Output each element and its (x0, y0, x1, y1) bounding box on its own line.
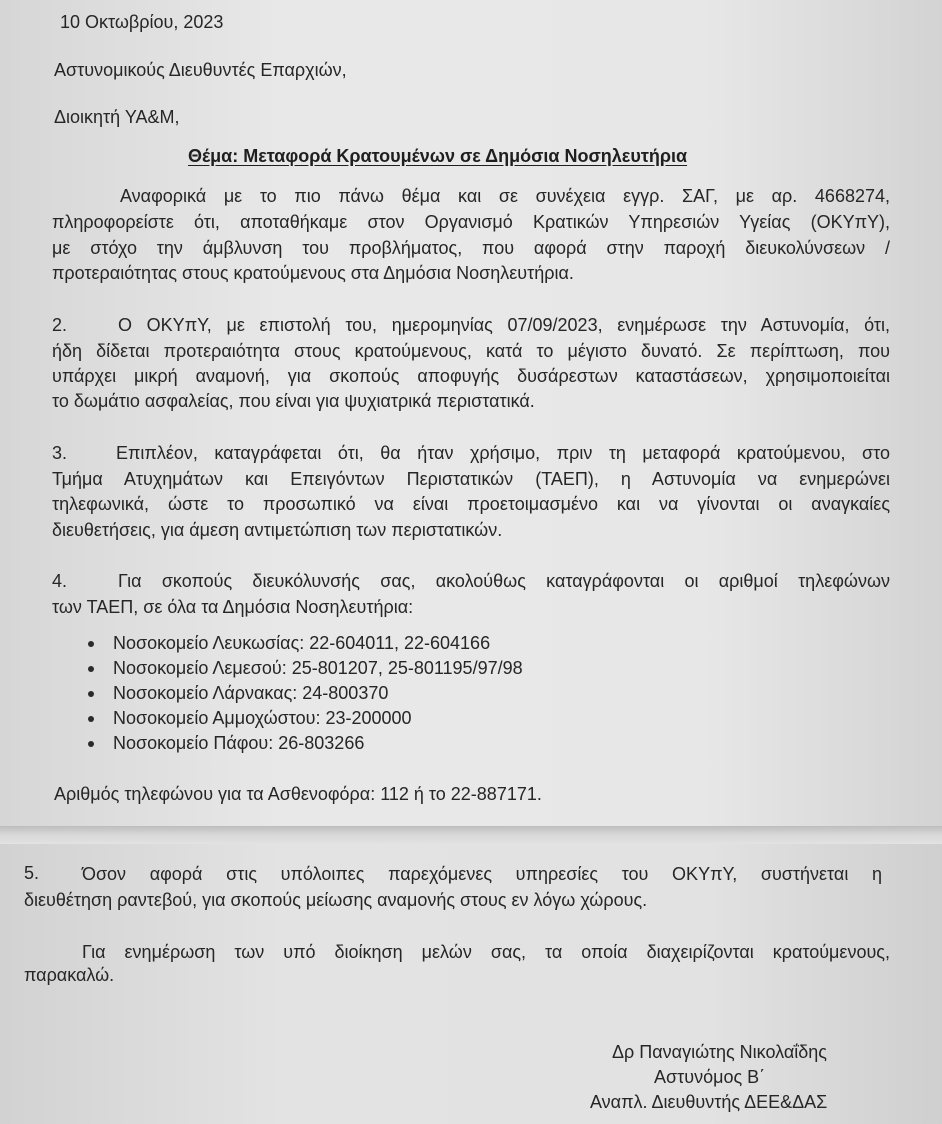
bullet-icon (88, 666, 94, 672)
letter-date: 10 Οκτωβρίου, 2023 (60, 12, 224, 32)
paragraph-2-number: 2. (52, 315, 68, 335)
paragraph-2-line: υπάρχει μικρή αναμονή, για σκοπούς αποφυγής δυσάρεστων καταστάσεων, χρησιμοποιείται (52, 366, 890, 386)
hospital-list-item: Νοσοκομείο Λευκωσίας: 22-604011, 22-604166 (113, 633, 491, 653)
sheet-fold (0, 826, 942, 844)
paragraph-2-line: το δωμάτιο ασφαλείας, που είναι για ψυχιατρικά περιστατικά. (52, 391, 535, 411)
paragraph-3-line: Επιπλέον, καταγράφεται ότι, θα ήταν χρήσιμο, πριν τη μεταφορά κρατούμενου, στο (116, 443, 890, 463)
hospital-list-item: Νοσοκομείο Πάφου: 26-803266 (113, 733, 365, 753)
paragraph-4-number: 4. (52, 571, 68, 591)
paragraph-3-line: τηλεφωνικά, ώστε το προσωπικό να είναι προετοιμασμένο και να γίνονται οι αναγκαίες (52, 494, 890, 514)
paragraph-1-line: με στόχο την άμβλυνση του προβλήματος, που αφορά στην παροχή διευκολύνσεων / (52, 238, 890, 258)
bullet-icon (88, 741, 94, 747)
paragraph-1-line: πληροφορείστε ότι, αποταθήκαμε στον Οργανισμό Κρατικών Υπηρεσιών Υγείας (ΟΚΥπΥ), (52, 212, 890, 232)
signature-rank: Αστυνόμος Β΄ (654, 1067, 766, 1087)
paragraph-2-line: Ο ΟΚΥπΥ, με επιστολή του, ημερομηνίας 07/09/2023, ενημέρωσε την Αστυνομία, ότι, (118, 315, 890, 335)
hospital-list-item: Νοσοκομείο Αμμοχώστου: 23-200000 (113, 708, 412, 728)
hospital-list-item: Νοσοκομείο Λάρνακας: 24-800370 (113, 683, 389, 703)
closing-line: παρακαλώ. (24, 965, 115, 985)
bullet-icon (88, 691, 94, 697)
recipient-line: Αστυνομικούς Διευθυντές Επαρχιών, (54, 60, 347, 80)
paragraph-3-line: διευθετήσεις, για άμεση αντιμετώπιση των περιστατικών. (52, 520, 503, 540)
paragraph-3-line: Τμήμα Ατυχημάτων και Επειγόντων Περιστατικών (ΤΑΕΠ), η Αστυνομία να ενημερώνει (52, 469, 890, 489)
signature-name: Δρ Παναγιώτης Νικολαΐδης (612, 1042, 827, 1062)
letter-subject: Θέμα: Μεταφορά Κρατουμένων σε Δημόσια Νοσηλευτήρια (188, 146, 688, 166)
paragraph-5-line: Όσον αφορά στις υπόλοιπες παρεχόμενες υπηρεσίες του ΟΚΥπΥ, συστήνεται η (82, 864, 882, 884)
hospital-list-item: Νοσοκομείο Λεμεσού: 25-801207, 25-801195/97/98 (113, 658, 523, 678)
paragraph-4-line: των ΤΑΕΠ, σε όλα τα Δημόσια Νοσηλευτήρια: (52, 597, 414, 617)
paragraph-1-line: Αναφορικά με το πιο πάνω θέμα και σε συνέχεια εγγρ. ΣΑΓ, με αρ. 4668274, (120, 186, 890, 206)
recipient-line: Διοικητή ΥΑ&Μ, (54, 107, 180, 127)
paragraph-2-line: ήδη δίδεται προτεραιότητα στους κρατούμενους, κατά το μέγιστο δυνατό. Σε περίπτωση, που (52, 341, 890, 361)
bullet-icon (88, 716, 94, 722)
paragraph-4-line: Για σκοπούς διευκόλυνσής σας, ακολούθως καταγράφονται οι αριθμοί τηλεφώνων (118, 571, 890, 591)
closing-line: Για ενημέρωση των υπό διοίκηση μελών σας, τα οποία διαχειρίζονται κρατούμενους, (82, 942, 890, 962)
paragraph-1-line: προτεραιότητας στους κρατούμενους στα Δημόσια Νοσηλευτήρια. (52, 263, 574, 283)
sheet-bottom (0, 844, 942, 1124)
bullet-icon (88, 641, 94, 647)
ambulance-number: Αριθμός τηλεφώνου για τα Ασθενοφόρα: 112 ή το 22-887171. (54, 784, 542, 804)
paragraph-3-number: 3. (52, 443, 68, 463)
signature-title: Αναπλ. Διευθυντής ΔΕΕ&ΔΑΣ (590, 1092, 828, 1112)
paragraph-5-number: 5. (24, 863, 40, 883)
paragraph-5-line: διευθέτηση ραντεβού, για σκοπούς μείωσης αναμονής στους εν λόγω χώρους. (24, 890, 648, 910)
